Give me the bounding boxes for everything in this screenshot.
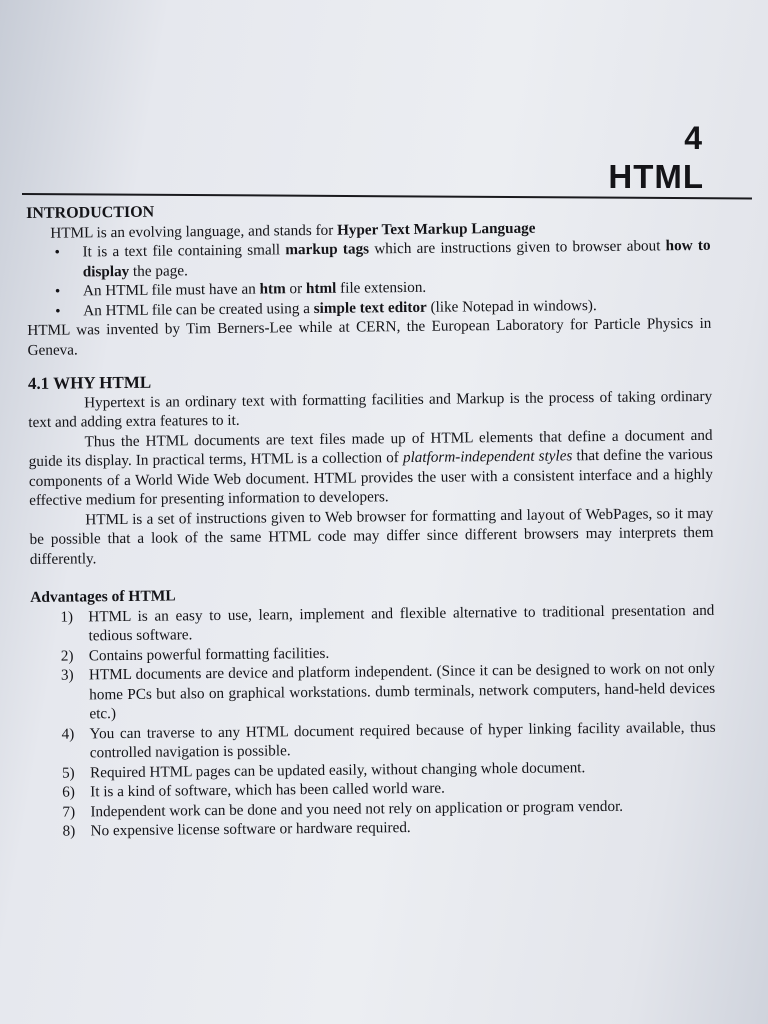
why-paragraph-3: HTML is a set of instructions given to Web browser for formatting and layout of WebPages, so it may be possible that a look of the same HTML code may differ since different browsers may interprets them differently. — [29, 504, 714, 568]
bullet-text: or — [285, 280, 307, 298]
bullet-bold-text: how to display — [82, 236, 711, 280]
intro-bullet-list — [26, 236, 711, 321]
intro-lead-text: HTML is an evolving language, and stands for — [50, 221, 338, 242]
section-heading-why-html: 4.1 WHY HTML — [27, 372, 152, 393]
page-content — [26, 191, 717, 842]
advantage-text: Required HTML pages can be updated easily, without changing whole document. — [89, 758, 586, 781]
bullet-text: file extension. — [336, 278, 427, 297]
advantage-number: 4) — [61, 725, 75, 743]
advantage-number: 8) — [62, 822, 76, 840]
bullet-dot-icon: • — [54, 243, 60, 261]
advantages-heading: Advantages of HTML — [30, 587, 176, 606]
why-p2-before: Thus the HTML documents are text files made up of HTML elements that define a document and guide its display. In practical terms, HTML is a collection of — [28, 426, 713, 470]
page-number: 4 — [684, 120, 702, 156]
advantage-text: It is a kind of software, which has been called world ware. — [90, 779, 445, 801]
bullet-text: An HTML file must have an — [82, 280, 260, 300]
advantage-text: No expensive license software or hardware required. — [90, 819, 411, 840]
intro-lead-bold: Hyper Text Markup Language — [336, 219, 536, 239]
bullet-bold-text: markup tags — [285, 240, 370, 259]
why-paragraph-2 — [28, 425, 713, 510]
bullet-text: which are instructions given to browser about — [368, 237, 666, 258]
advantage-text: Independent work can be done and you need not rely on application or program vendor. — [90, 797, 624, 820]
section-heading-introduction: INTRODUCTION — [26, 203, 155, 222]
advantage-number: 3) — [60, 666, 74, 684]
bullet-text: (like Notepad in windows). — [426, 296, 597, 316]
bullet-bold-text: simple text editor — [313, 298, 427, 317]
advantage-text: HTML documents are device and platform independent. (Since it can be designed to work on not only home PCs but also on graphical workstations. dumb terminals, network computers, hand-held devices etc.) — [88, 659, 716, 723]
bullet-text: the page. — [129, 261, 188, 280]
bullet-text: An HTML file can be created using a — [83, 299, 314, 319]
advantage-number: 1) — [60, 608, 74, 626]
bullet-text: It is a text file containing small — [82, 241, 286, 261]
why-p2-italic: platform-independent styles — [402, 447, 573, 467]
bullet-bold-text: htm — [259, 280, 286, 298]
advantage-number: 6) — [62, 783, 75, 801]
advantages-list — [30, 600, 716, 841]
bullet-dot-icon: • — [54, 282, 61, 300]
advantage-text: HTML is an easy to use, learn, implement and flexible alternative to traditional presentation and tedious software. — [88, 601, 715, 645]
why-p2-after: that define the various components of a World Wide Web document. HTML provides the user with a consistent interface and a highly effective medium for presenting information to developers. — [28, 445, 714, 509]
advantage-text: You can traverse to any HTML document required because of hyper linking facility available, thus controlled navigation is possible. — [89, 718, 716, 762]
advantage-number: 7) — [62, 803, 76, 821]
bullet-dot-icon: • — [55, 302, 61, 320]
intro-closing: HTML was invented by Tim Berners-Lee while at CERN, the European Laboratory for Particle Physics in Geneva. — [27, 314, 712, 359]
bullet-bold-text: html — [305, 279, 337, 298]
chapter-title: HTML — [608, 158, 704, 195]
advantage-number: 2) — [60, 647, 74, 665]
intro-bullet-item — [50, 236, 710, 282]
why-paragraph-1: Hypertext is an ordinary text with formatting facilities and Markup is the process of taking ordinary text and adding extra features to it. — [28, 387, 713, 431]
advantage-item — [31, 659, 716, 725]
advantage-number: 5) — [61, 764, 75, 782]
advantage-text: Contains powerful formatting facilities. — [88, 644, 330, 664]
